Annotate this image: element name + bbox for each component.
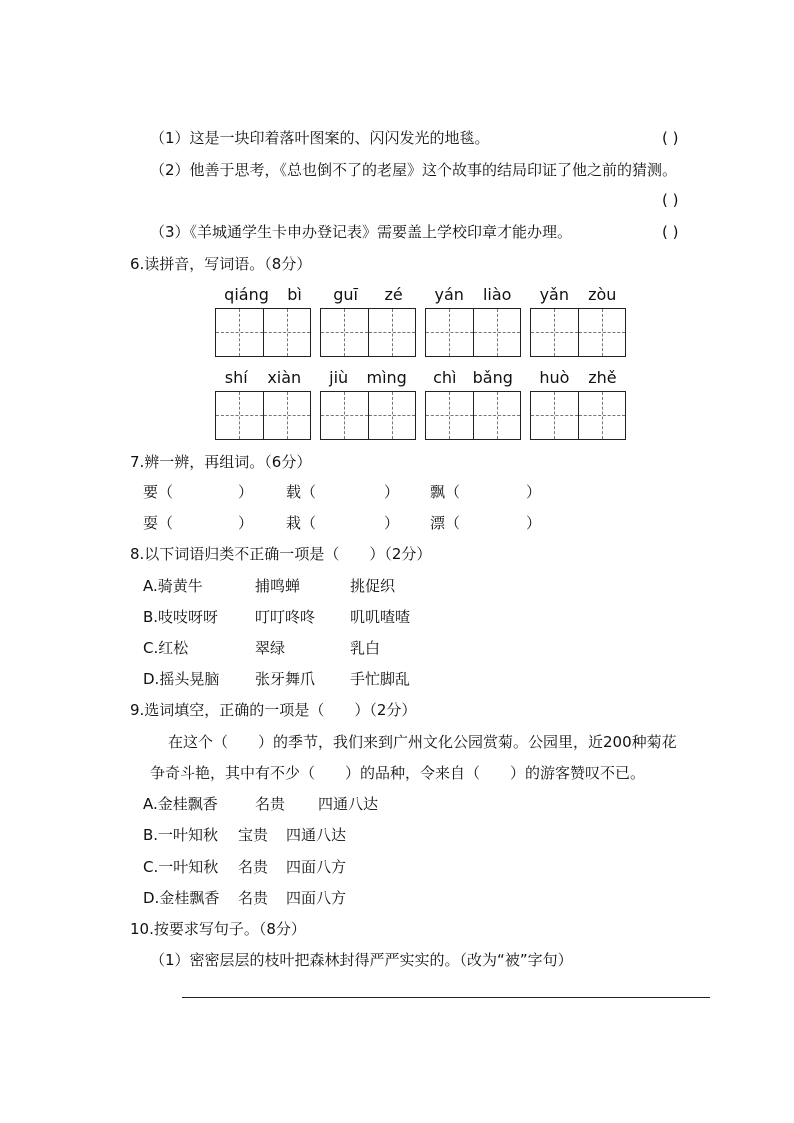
q8-word: 叽叽喳喳 <box>350 608 411 626</box>
pinyin: bǎng <box>472 368 513 387</box>
q8-word: 翠绿 <box>255 639 286 657</box>
pinyin: liào <box>482 285 512 304</box>
word-group <box>320 367 416 440</box>
q7-char: 漂（ <box>430 514 461 532</box>
q8-title: 8.以下词语归类不正确一项是（ ）（2分） <box>130 545 432 563</box>
q7-paren-close: ） <box>238 514 254 532</box>
q7-paren-close: ） <box>238 483 254 501</box>
q9-word: 四面八方 <box>286 858 347 876</box>
writing-cell[interactable] <box>216 392 263 439</box>
q9-word: 名贵 <box>238 858 269 876</box>
writing-cell[interactable] <box>426 392 473 439</box>
q8-word: 张牙舞爪 <box>255 670 316 688</box>
pinyin: mìng <box>366 368 407 387</box>
writing-cell[interactable] <box>321 309 368 356</box>
q8-word: 手忙脚乱 <box>350 670 411 688</box>
q9-option[interactable]: B.一叶知秋 <box>143 826 219 844</box>
writing-cell[interactable] <box>321 392 368 439</box>
word-group <box>425 367 521 440</box>
pinyin-grid-row-2 <box>215 367 626 440</box>
q8-option[interactable]: C.红松 <box>143 639 189 657</box>
q7-char: 栽（ <box>286 514 317 532</box>
pinyin: qiáng <box>224 285 269 304</box>
writing-cell[interactable] <box>473 309 520 356</box>
answer-line[interactable] <box>182 997 710 998</box>
writing-cell[interactable] <box>368 392 415 439</box>
q7-char: 要（ <box>143 483 174 501</box>
q8-word: 乳白 <box>350 639 381 657</box>
word-group <box>425 284 521 357</box>
q8-option[interactable]: D.摇头晃脑 <box>143 670 220 688</box>
q5-item-2: （2）他善于思考，《总也倒不了的老屋》这个故事的结局印证了他之前的猜测。 <box>150 161 678 179</box>
writing-cell[interactable] <box>578 309 625 356</box>
writing-cell[interactable] <box>531 392 578 439</box>
q8-option[interactable]: B.吱吱呀呀 <box>143 608 219 626</box>
pinyin: bì <box>287 285 302 304</box>
word-group <box>530 367 626 440</box>
q9-word: 四通八达 <box>286 826 347 844</box>
writing-cell[interactable] <box>263 309 310 356</box>
writing-cell[interactable] <box>368 309 415 356</box>
q9-option[interactable]: D.金桂飘香 <box>143 889 220 907</box>
writing-cell[interactable] <box>426 309 473 356</box>
pinyin: shí <box>224 368 248 387</box>
q8-word: 挑促织 <box>350 577 396 595</box>
q9-passage-line-2: 争奇斗艳，其中有不少（ ）的品种，令来自（ ）的游客赞叹不已。 <box>150 764 646 782</box>
pinyin: huò <box>539 368 570 387</box>
pinyin: zhě <box>588 368 617 387</box>
answer-paren[interactable]: ( ) <box>662 191 679 209</box>
writing-cell[interactable] <box>578 392 625 439</box>
q9-passage-line-1: 在这个（ ）的季节，我们来到广州文化公园赏菊。公园里，近200种菊花 <box>168 733 677 751</box>
pinyin: jiù <box>329 368 349 387</box>
writing-cell[interactable] <box>531 309 578 356</box>
writing-cell[interactable] <box>263 392 310 439</box>
word-group <box>320 284 416 357</box>
answer-paren[interactable]: ( ) <box>662 129 679 147</box>
pinyin: zòu <box>588 285 617 304</box>
word-group <box>530 284 626 357</box>
q7-char: 耍（ <box>143 514 174 532</box>
q9-word: 名贵 <box>255 795 286 813</box>
q9-option[interactable]: C.一叶知秋 <box>143 858 219 876</box>
q9-option[interactable]: A.金桂飘香 <box>143 795 218 813</box>
q10-title: 10.按要求写句子。（8分） <box>130 920 306 938</box>
q6-title: 6.读拼音，写词语。（8分） <box>130 255 312 273</box>
q8-word: 叮叮咚咚 <box>255 608 316 626</box>
q7-paren-close: ） <box>384 514 400 532</box>
pinyin: yǎn <box>539 285 569 304</box>
q9-word: 宝贵 <box>238 826 269 844</box>
pinyin-grid-row-1 <box>215 284 626 357</box>
q7-paren-close: ） <box>526 483 542 501</box>
writing-cell[interactable] <box>473 392 520 439</box>
q7-paren-close: ） <box>384 483 400 501</box>
pinyin: zé <box>384 285 403 304</box>
q7-char: 载（ <box>286 483 317 501</box>
q7-char: 飘（ <box>430 483 461 501</box>
q5-item-1: （1）这是一块印着落叶图案的、闪闪发光的地毯。 <box>150 129 490 147</box>
word-group <box>215 284 311 357</box>
q9-word: 四面八方 <box>286 889 347 907</box>
q7-title: 7.辨一辨，再组词。（6分） <box>130 453 312 471</box>
q10-item-1: （1）密密层层的枝叶把森林封得严严实实的。（改为“被”字句） <box>150 951 573 969</box>
q9-title: 9.选词填空，正确的一项是（ ）（2分） <box>130 701 417 719</box>
pinyin: yán <box>434 285 464 304</box>
word-group <box>215 367 311 440</box>
answer-paren[interactable]: ( ) <box>662 223 679 241</box>
q9-word: 名贵 <box>238 889 269 907</box>
q8-option[interactable]: A.骑黄牛 <box>143 577 203 595</box>
q5-item-3: （3）《羊城通学生卡申办登记表》需要盖上学校印章才能办理。 <box>150 223 573 241</box>
q8-word: 捕鸣蝉 <box>255 577 301 595</box>
q7-paren-close: ） <box>526 514 542 532</box>
pinyin: guī <box>333 285 358 304</box>
q9-word: 四通八达 <box>318 795 379 813</box>
pinyin: xiàn <box>267 368 302 387</box>
pinyin: chì <box>433 368 457 387</box>
writing-cell[interactable] <box>216 309 263 356</box>
